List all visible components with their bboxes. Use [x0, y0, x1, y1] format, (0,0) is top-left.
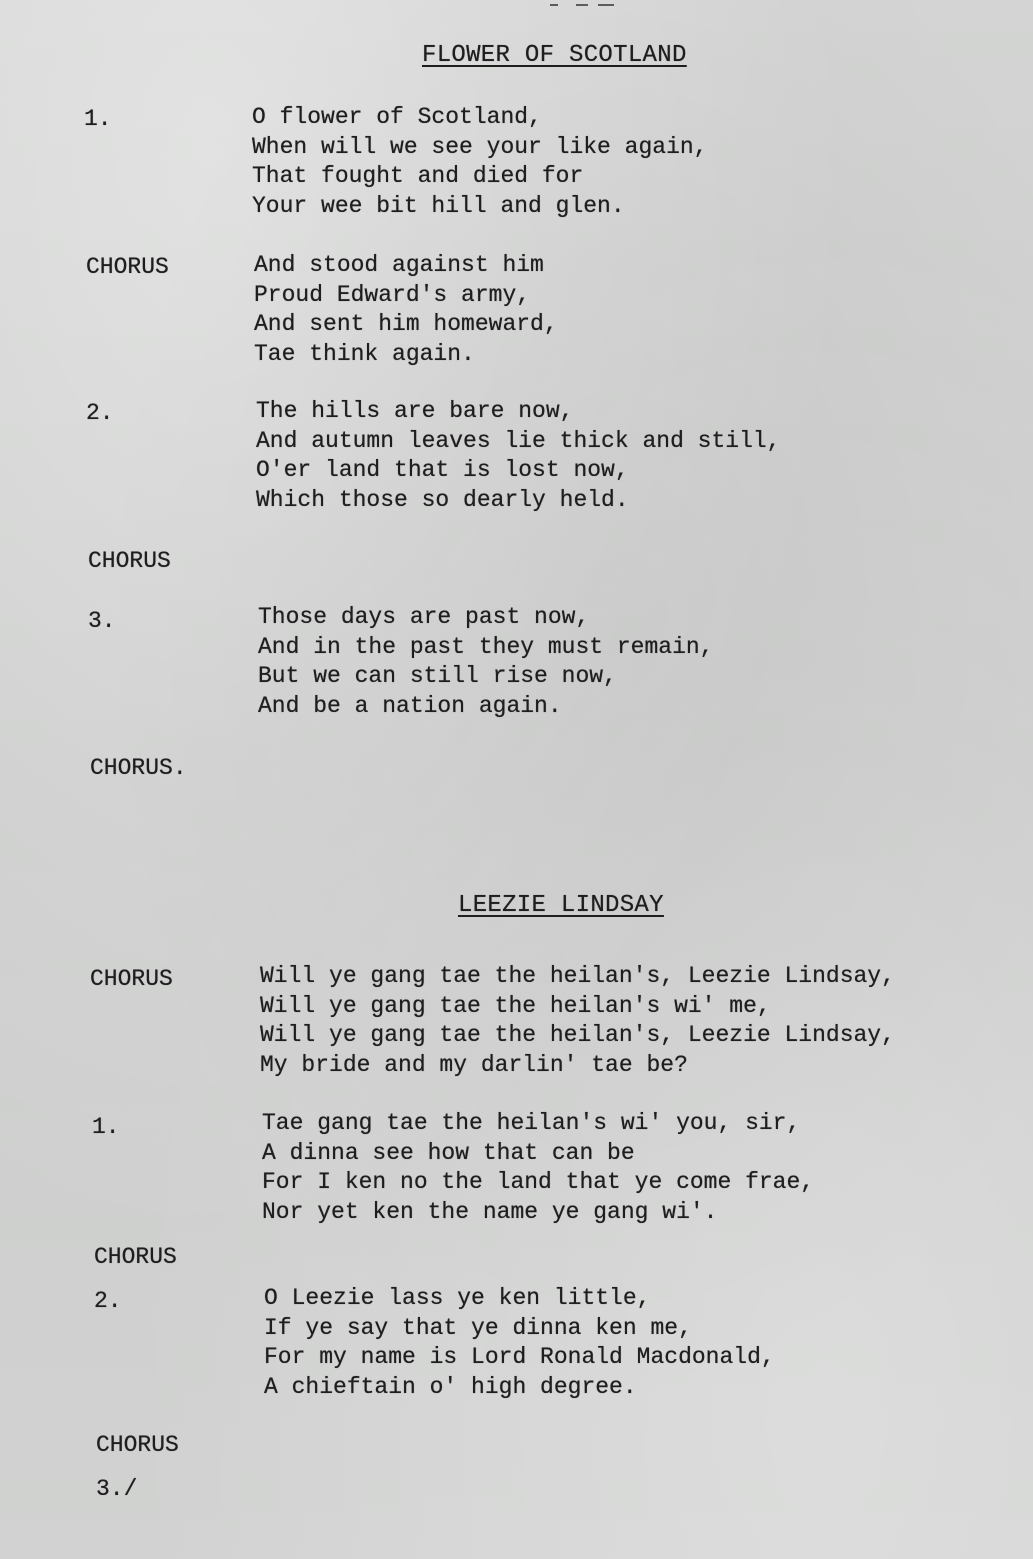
lyric-line: O'er land that is lost now,	[256, 457, 629, 484]
lyric-line: Your wee bit hill and glen.	[252, 192, 625, 219]
lyric-line: That fought and died for	[252, 163, 584, 190]
lyric-line: Will ye gang tae the heilan's, Leezie Lindsay,	[260, 1022, 895, 1049]
lyric-line: For my name is Lord Ronald Macdonald,	[264, 1344, 775, 1371]
verse-2	[264, 1284, 775, 1402]
lyric-line: O flower of Scotland,	[252, 104, 542, 130]
lyric-line: Those days are past now,	[258, 604, 590, 630]
verse-number-1: 1.	[84, 106, 112, 132]
chorus	[254, 251, 558, 369]
page-top-mark	[548, 0, 618, 10]
lyric-line: And stood against him	[254, 252, 544, 278]
verse-number-2: 2.	[94, 1288, 122, 1314]
continued-verse-3: 3./	[96, 1476, 138, 1502]
chorus-label: CHORUS.	[90, 755, 187, 781]
lyric-line: And autumn leaves lie thick and still,	[256, 427, 781, 454]
verse-number-3: 3.	[88, 608, 116, 634]
lyric-line: And sent him homeward,	[254, 311, 558, 338]
chorus-label: CHORUS	[90, 966, 173, 992]
lyric-line: And in the past they must remain,	[258, 633, 714, 660]
chorus	[260, 962, 895, 1080]
lyric-line: And be a nation again.	[258, 692, 562, 719]
lyric-line: A dinna see how that can be	[262, 1139, 635, 1166]
lyric-line: My bride and my darlin' tae be?	[260, 1051, 688, 1078]
chorus-label: CHORUS	[86, 254, 169, 280]
lyric-line: Will ye gang tae the heilan's wi' me,	[260, 992, 771, 1019]
verse-number-2: 2.	[86, 400, 114, 426]
verse-3	[258, 603, 713, 721]
lyric-line: Which those so dearly held.	[256, 486, 629, 513]
verse-1	[252, 103, 707, 221]
lyric-line: When will we see your like again,	[252, 133, 708, 160]
verse-number-1: 1.	[92, 1114, 120, 1140]
lyric-line: Tae gang tae the heilan's wi' you, sir,	[262, 1110, 801, 1136]
song-title-flower-of-scotland: FLOWER OF SCOTLAND	[422, 42, 687, 69]
lyric-line: But we can still rise now,	[258, 663, 617, 690]
lyric-line: A chieftain o' high degree.	[264, 1373, 637, 1400]
lyric-line: For I ken no the land that ye come frae,	[262, 1169, 815, 1196]
lyric-line: Will ye gang tae the heilan's, Leezie Lindsay,	[260, 963, 895, 989]
lyric-line: Tae think again.	[254, 340, 475, 367]
lyric-line: O Leezie lass ye ken little,	[264, 1285, 651, 1311]
lyric-line: Nor yet ken the name ye gang wi'.	[262, 1198, 718, 1225]
lyric-line: If ye say that ye dinna ken me,	[264, 1314, 692, 1341]
chorus-label: CHORUS	[94, 1244, 177, 1270]
song-title-leezie-lindsay: LEEZIE LINDSAY	[458, 892, 664, 919]
chorus-label: CHORUS	[96, 1432, 179, 1458]
lyric-line: Proud Edward's army,	[254, 281, 531, 308]
verse-1	[262, 1109, 814, 1227]
chorus-label: CHORUS	[88, 548, 171, 574]
lyric-line: The hills are bare now,	[256, 398, 574, 424]
verse-2	[256, 397, 781, 515]
